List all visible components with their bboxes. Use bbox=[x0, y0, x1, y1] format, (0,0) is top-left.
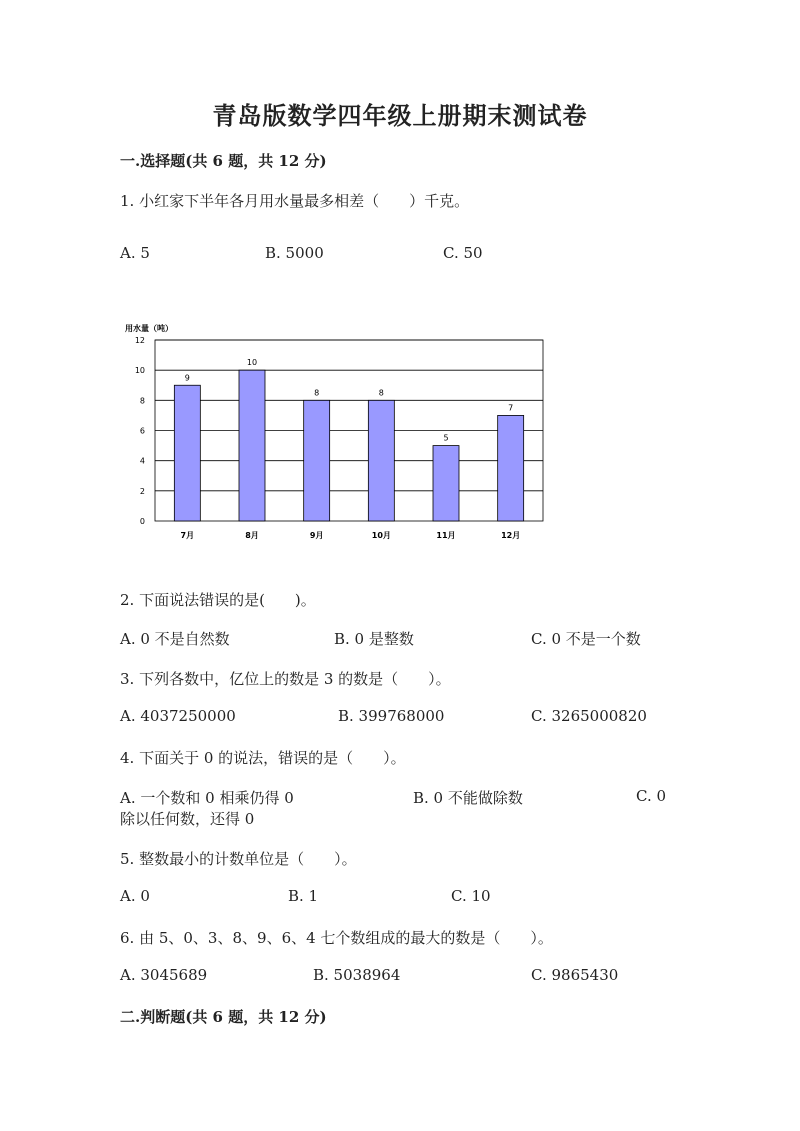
x-tick-label: 10月 bbox=[371, 531, 391, 540]
y-tick-label: 6 bbox=[139, 426, 145, 436]
section-heading-judgement: 二.判断题(共 6 题，共 12 分) bbox=[120, 1008, 327, 1026]
x-tick-label: 8月 bbox=[245, 531, 259, 540]
bar-value-label: 10 bbox=[246, 358, 258, 368]
y-tick-label: 10 bbox=[134, 366, 145, 376]
bar bbox=[498, 415, 524, 521]
question-5: 5. 整数最小的计数单位是（ ）。 bbox=[120, 850, 357, 868]
water-usage-bar-chart bbox=[110, 318, 560, 548]
q5-option-b: B. 1 bbox=[288, 887, 319, 905]
bar bbox=[433, 446, 459, 521]
x-tick-label: 9月 bbox=[309, 531, 324, 540]
q4-option-c: C. 0 bbox=[636, 787, 667, 805]
q1-option-c: C. 50 bbox=[443, 244, 483, 262]
bar bbox=[304, 400, 330, 521]
x-tick-label: 7月 bbox=[180, 531, 195, 540]
q3-option-b: B. 399768000 bbox=[338, 707, 445, 725]
y-tick-label: 0 bbox=[139, 517, 145, 526]
question-1: 1. 小红家下半年各月用水量最多相差（ ）千克。 bbox=[120, 192, 470, 210]
q6-option-a: A. 3045689 bbox=[120, 966, 208, 984]
y-tick-label: 4 bbox=[139, 456, 145, 466]
x-tick-label: 11月 bbox=[436, 531, 456, 540]
q6-option-c: C. 9865430 bbox=[531, 966, 619, 984]
x-tick-label: 12月 bbox=[501, 531, 521, 540]
bar bbox=[239, 370, 265, 521]
bar bbox=[174, 385, 200, 521]
bar-value-label: 5 bbox=[443, 433, 449, 443]
q4-option-b: B. 0 不能做除数 bbox=[413, 789, 523, 807]
bar-value-label: 8 bbox=[314, 388, 320, 398]
y-tick-label: 12 bbox=[134, 336, 145, 345]
bar bbox=[368, 400, 394, 521]
q2-option-a: A. 0 不是自然数 bbox=[120, 630, 230, 648]
question-3: 3. 下列各数中，亿位上的数是 3 的数是（ ）。 bbox=[120, 670, 451, 688]
q5-option-a: A. 0 bbox=[120, 887, 150, 905]
section-heading-choice: 一.选择题(共 6 题，共 12 分) bbox=[120, 152, 327, 170]
q3-option-c: C. 3265000820 bbox=[531, 707, 647, 725]
q2-option-b: B. 0 是整数 bbox=[334, 630, 414, 648]
page-title: 青岛版数学四年级上册期末测试卷 bbox=[212, 101, 588, 130]
bar-value-label: 9 bbox=[184, 373, 190, 383]
question-6: 6. 由 5、0、3、8、9、6、4 七个数组成的最大的数是（ ）。 bbox=[120, 929, 553, 947]
question-2: 2. 下面说法错误的是( )。 bbox=[120, 591, 316, 609]
y-tick-label: 2 bbox=[139, 486, 145, 496]
q5-option-c: C. 10 bbox=[451, 887, 491, 905]
q1-option-b: B. 5000 bbox=[265, 244, 324, 262]
q3-option-a: A. 4037250000 bbox=[120, 707, 236, 725]
bar-value-label: 7 bbox=[508, 403, 514, 413]
q2-option-c: C. 0 不是一个数 bbox=[531, 630, 641, 648]
q6-option-b: B. 5038964 bbox=[313, 966, 401, 984]
y-tick-label: 8 bbox=[139, 396, 145, 406]
q4-option-c-continuation: 除以任何数，还得 0 bbox=[120, 810, 255, 828]
y-axis-label: 用水量（吨） bbox=[125, 324, 173, 333]
q1-option-a: A. 5 bbox=[120, 244, 150, 262]
bar-value-label: 8 bbox=[378, 388, 384, 398]
question-4: 4. 下面关于 0 的说法，错误的是（ ）。 bbox=[120, 749, 406, 767]
q4-option-a: A. 一个数和 0 相乘仍得 0 bbox=[120, 789, 294, 807]
